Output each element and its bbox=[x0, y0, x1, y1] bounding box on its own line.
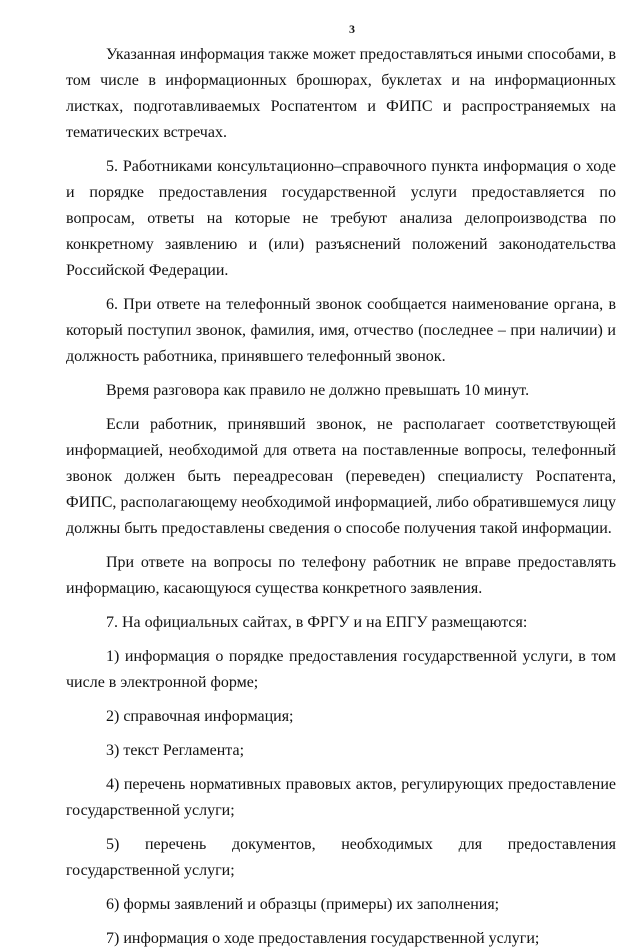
list-item-6: 6) формы заявлений и образцы (примеры) их заполнения; bbox=[106, 896, 500, 913]
list-item-4: 4) перечень нормативных правовых актов, регулирующих предоставление государственной услуги; bbox=[66, 776, 616, 819]
paragraph-item-6: 6. При ответе на телефонный звонок сообщается наименование органа, в который поступил звонок, фамилия, имя, отчество (последнее – при наличии) и должность работника, принявшего телефонный звонок. bbox=[66, 296, 616, 365]
paragraph-item-7: 7. На официальных сайтах, в ФРГУ и на ЕПГУ размещаются: bbox=[106, 614, 528, 631]
list-item-1: 1) информация о порядке предоставления государственной услуги, в том числе в электронной форме; bbox=[66, 648, 616, 691]
page-number: 3 bbox=[349, 22, 355, 36]
paragraph-call-redirect: Если работник, принявший звонок, не располагает соответствующей информацией, необходимой для ответа на поставленные вопросы, телефонный звонок должен быть переадресован (переведен) специалисту Роспатента, ФИПС, располагающему необходимой информацией, либо обратившемуся лицу должны быть предоставлены сведения о способе получения такой информации. bbox=[66, 416, 616, 537]
list-item-3: 3) текст Регламента; bbox=[106, 742, 245, 759]
paragraph-phone-restriction: При ответе на вопросы по телефону работник не вправе предоставлять информацию, касающуюся существа конкретного заявления. bbox=[66, 554, 616, 597]
list-item-2: 2) справочная информация; bbox=[106, 708, 294, 725]
list-item-7: 7) информация о ходе предоставления государственной услуги; bbox=[106, 930, 540, 947]
paragraph-item-5: 5. Работниками консультационно–справочного пункта информация о ходе и порядке предоставления государственной услуги предоставляется по вопросам, ответы на которые не требуют анализа делопроизводства по конкретному заявлению и (или) разъяснений положений законодательства Российской Федерации. bbox=[66, 158, 616, 279]
paragraph-call-duration: Время разговора как правило не должно превышать 10 минут. bbox=[106, 382, 530, 399]
list-item-5: 5) перечень документов, необходимых для предоставления государственной услуги; bbox=[66, 836, 616, 879]
paragraph-info-methods: Указанная информация также может предоставляться иными способами, в том числе в информационных брошюрах, буклетах и на информационных листках, подготавливаемых Роспатентом и ФИПС и распространяемых на тематических встречах. bbox=[66, 46, 616, 141]
